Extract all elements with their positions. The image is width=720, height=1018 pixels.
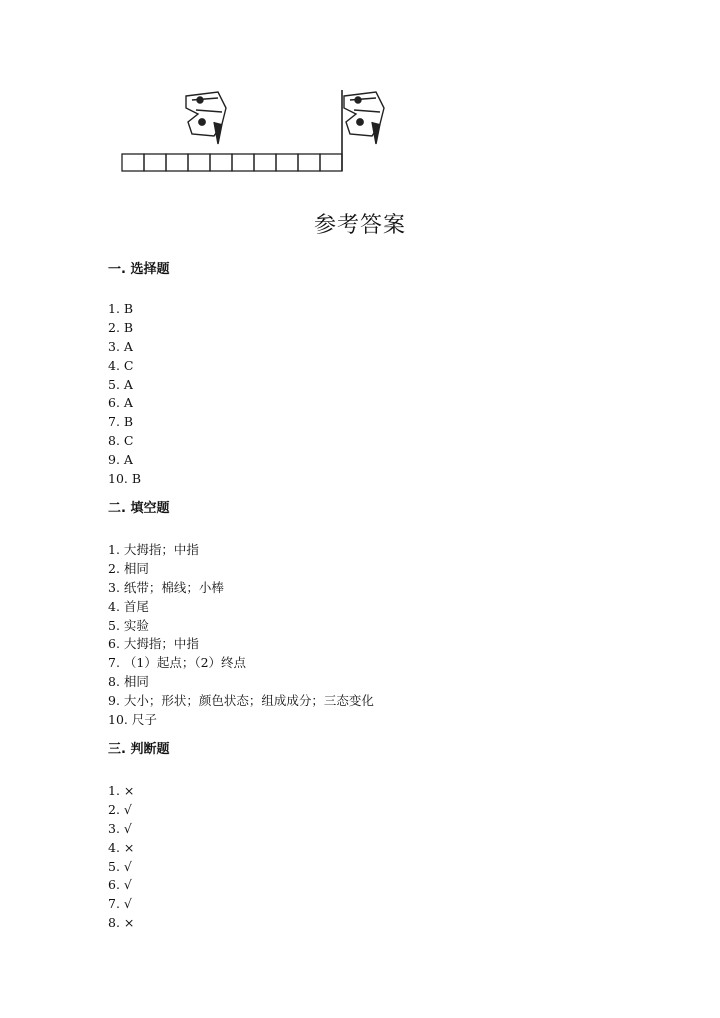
answer-item: 3. √ [108,820,132,836]
section-heading: 一. 选择题 [108,262,170,277]
measuring-boxes [122,90,342,171]
answer-item: 1. × [108,783,135,798]
section-heading: 三. 判断题 [108,742,170,757]
answer-item: 7. B [108,414,134,430]
answer-item: 8. C [108,433,134,449]
answer-list [108,782,169,933]
answer-item: 5. A [108,376,133,392]
frog-jump-figure [118,86,398,178]
answer-item: 4. × [108,839,135,855]
answer-item: 8. × [108,915,135,931]
answer-item: 1. 大拇指；中指 [108,542,199,557]
section-multiple-choice [108,258,169,489]
page-title: 参考答案 [313,213,406,238]
answer-item: 3. A [108,338,133,354]
answer-item: 10. B [108,471,142,487]
answer-item: 6. √ [108,877,132,893]
answer-item: 6. 大拇指；中指 [108,636,199,652]
answer-list [108,300,169,489]
answer-item: 7. √ [108,896,132,912]
answer-item: 2. √ [108,801,132,817]
answer-item: 4. C [108,357,134,373]
frog-right-icon [344,92,384,144]
frog-left-icon [186,92,226,144]
answer-item: 2. 相同 [108,560,149,576]
answer-item: 2. B [108,319,134,335]
answer-item: 4. 首尾 [108,598,149,614]
answer-item: 3. 纸带；棉线；小棒 [108,579,224,595]
answer-item: 9. A [108,452,133,468]
section-fill-in [108,497,374,730]
answer-item: 1. B [108,301,134,316]
answer-list [108,541,374,730]
section-true-false [108,738,169,933]
answer-item: 10. 尺子 [108,712,157,728]
answer-item: 9. 大小；形状；颜色状态；组成成分；三态变化 [108,693,374,709]
section-heading: 二. 填空题 [108,501,170,516]
answer-item: 6. A [108,395,133,411]
answer-item: 5. √ [108,858,132,874]
answer-item: 5. 实验 [108,617,149,633]
answer-item: 8. 相同 [108,674,149,690]
answer-item: 7. （1）起点；（2）终点 [108,655,247,671]
